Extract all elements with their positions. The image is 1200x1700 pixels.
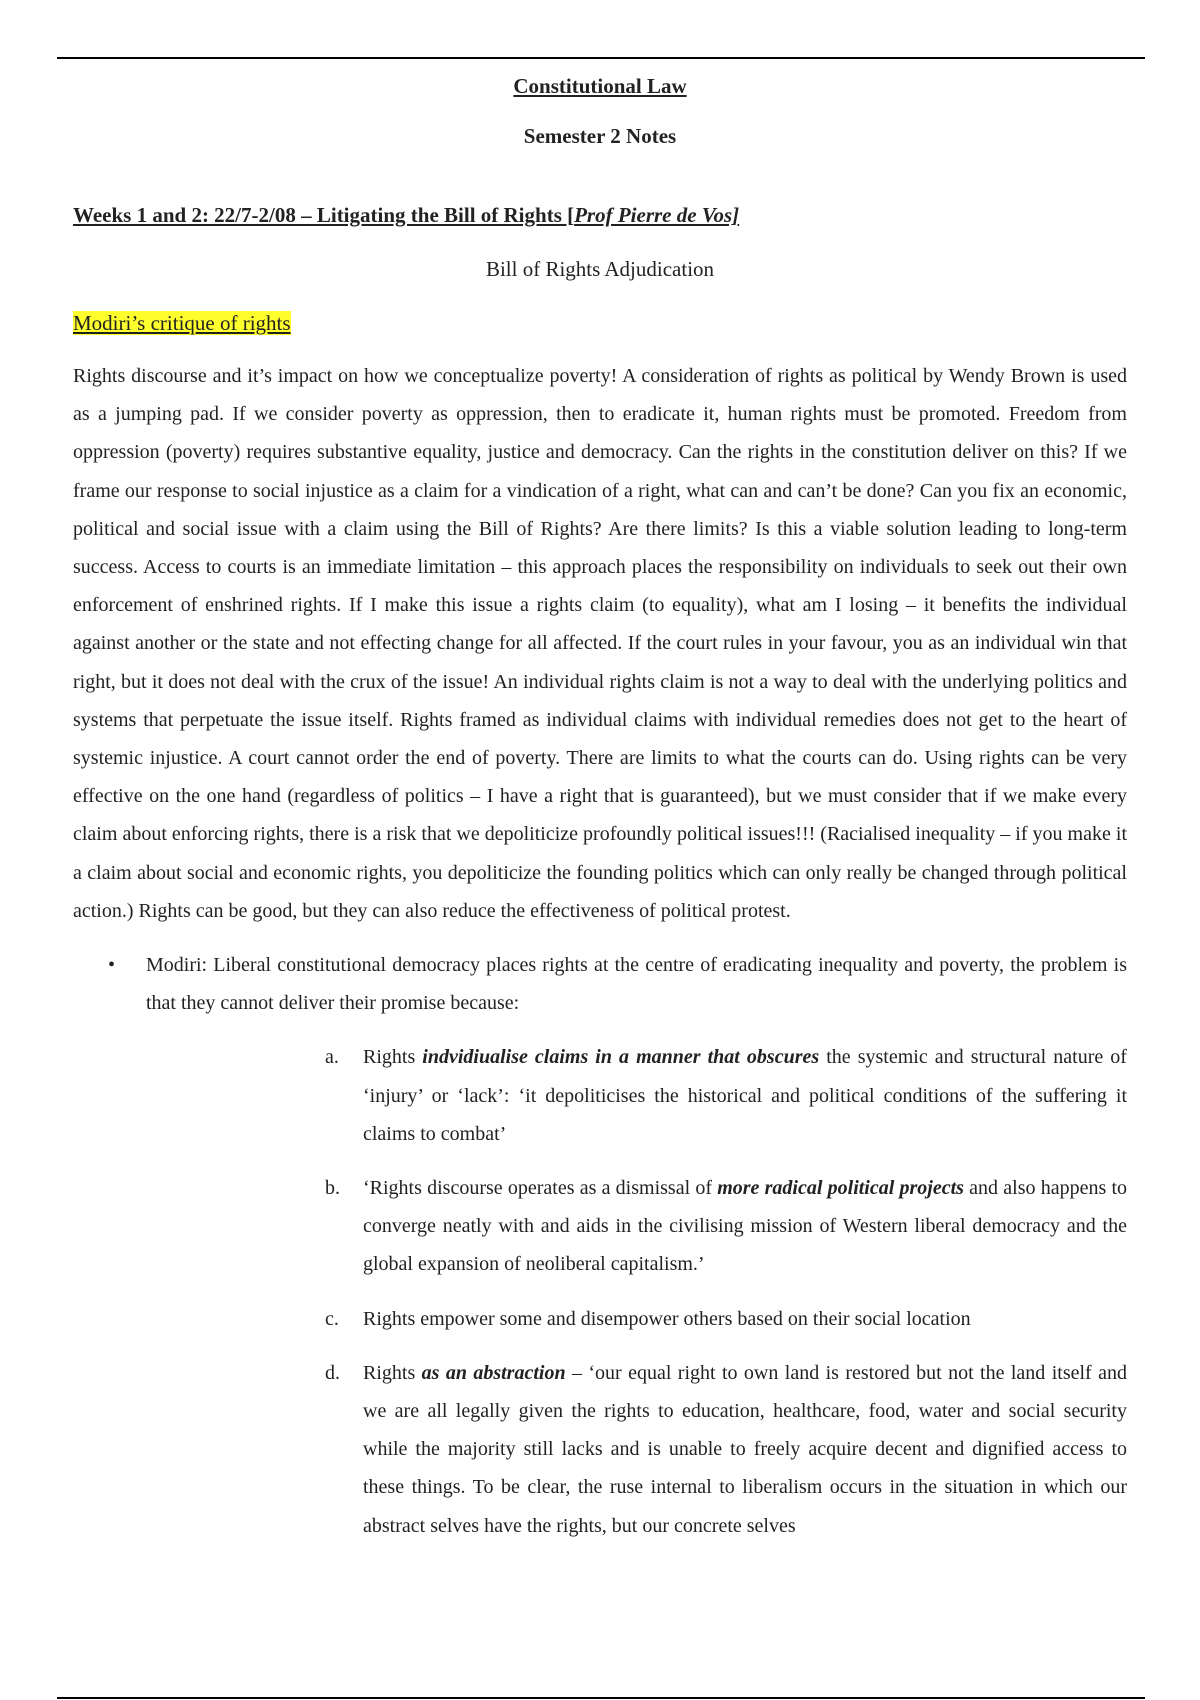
list-item-post: – ‘our equal right to own land is restored but not the land itself and we are all legally given the rights to education, healthcare, food, water and social security while the majority still lacks and is unable to freely acquire decent and dignified access to these things. To be clear, the ruse internal to liberalism occurs in the situation in which our abstract selves have the rights, but our concrete selves: [363, 1361, 1127, 1537]
list-item-pre: Rights: [363, 1046, 423, 1069]
list-item-pre: Rights empower some and disempower others based on their social location: [363, 1307, 971, 1330]
list-item-d: [73, 1354, 1127, 1545]
list-item-c: [73, 1300, 1127, 1338]
header-rule: [57, 57, 1145, 59]
document-body: [73, 72, 1127, 1561]
list-item-text: [363, 1038, 1127, 1153]
list-item-post: and also happens to converge neatly with and aids in the civilising mission of Western liberal democracy and the global expansion of neoliberal capitalism.’: [363, 1177, 1127, 1276]
list-item-text: [363, 1169, 1127, 1284]
week-heading-text: Weeks 1 and 2: 22/7-2/08 – Litigating the Bill of Rights [: [73, 203, 575, 227]
bullet-item: [73, 946, 1127, 1022]
list-item-text: [363, 1354, 1127, 1545]
list-item-emphasis: more radical political projects: [717, 1177, 964, 1200]
list-item-emphasis: indvidiualise claims in a manner that obscures: [422, 1046, 820, 1069]
list-letter: b.: [325, 1177, 340, 1200]
list-item-a: [73, 1038, 1127, 1153]
list-item-emphasis: as an abstraction: [421, 1361, 566, 1384]
document-subtitle: Semester 2 Notes: [523, 124, 677, 148]
list-letter: c.: [325, 1307, 339, 1330]
list-item-pre: Rights: [363, 1361, 422, 1384]
footer-rule: [57, 1697, 1145, 1699]
week-heading-lecturer: Prof Pierre de Vos]: [574, 203, 740, 227]
bullet-mark: •: [108, 954, 116, 977]
highlighted-heading: [73, 309, 1127, 337]
list-letter: d.: [325, 1361, 340, 1384]
week-heading: [73, 201, 1127, 229]
highlighted-heading-text: Modiri’s critique of rights: [73, 311, 291, 335]
list-item-post: the systemic and structural nature of ‘injury’ or ‘lack’: ‘it depoliticises the historical and political conditions of the suffering it claims to combat’: [363, 1046, 1127, 1145]
body-paragraph: Rights discourse and it’s impact on how we conceptualize poverty! A consideration of rights as political by Wendy Brown is used as a jumping pad. If we consider poverty as oppression, then to eradicate it, human rights must be promoted. Freedom from oppression (poverty) requires substantive equality, justice and democracy. Can the rights in the constitution deliver on this? If we frame our response to social injustice as a claim for a vindication of a right, what can and can’t be done? Can you fix an economic, political and social issue with a claim using the Bill of Rights? Are there limits? Is this a viable solution leading to long-term success. Access to courts is an immediate limitation – this approach places the responsibility on individuals to seek out their own enforcement of enshrined rights. If I make this issue a rights claim (to equality), what am I losing – it benefits the individual against another or the state and not effecting change for all affected. If the court rules in your favour, you as an individual win that right, but it does not deal with the crux of the issue! An individual rights claim is not a way to deal with the underlying politics and systems that perpetuate the issue itself. Rights framed as individual claims with individual remedies does not get to the heart of systemic injustice. A court cannot order the end of poverty. There are limits to what the courts can do. Using rights can be very effective on the one hand (regardless of politics – I have a right that is guaranteed), but we must consider that if we make every claim about enforcing rights, there is a risk that we depoliticize profoundly political issues!!! (Racialised inequality – if you make it a claim about social and economic rights, you depoliticize the founding politics which can only really be changed through political action.) Rights can be good, but they can also reduce the effectiveness of political protest.: [73, 365, 1127, 922]
list-item-b: [73, 1169, 1127, 1284]
document-title: Constitutional Law: [513, 74, 687, 98]
section-subheading: Bill of Rights Adjudication: [485, 257, 715, 281]
list-item-pre: ‘Rights discourse operates as a dismissal of: [363, 1177, 718, 1200]
list-letter: a.: [325, 1046, 339, 1069]
list-item-text: [363, 1300, 1127, 1338]
bullet-text: Modiri: Liberal constitutional democracy places rights at the centre of eradicating inequality and poverty, the problem is that they cannot deliver their promise because:: [146, 954, 1127, 1015]
